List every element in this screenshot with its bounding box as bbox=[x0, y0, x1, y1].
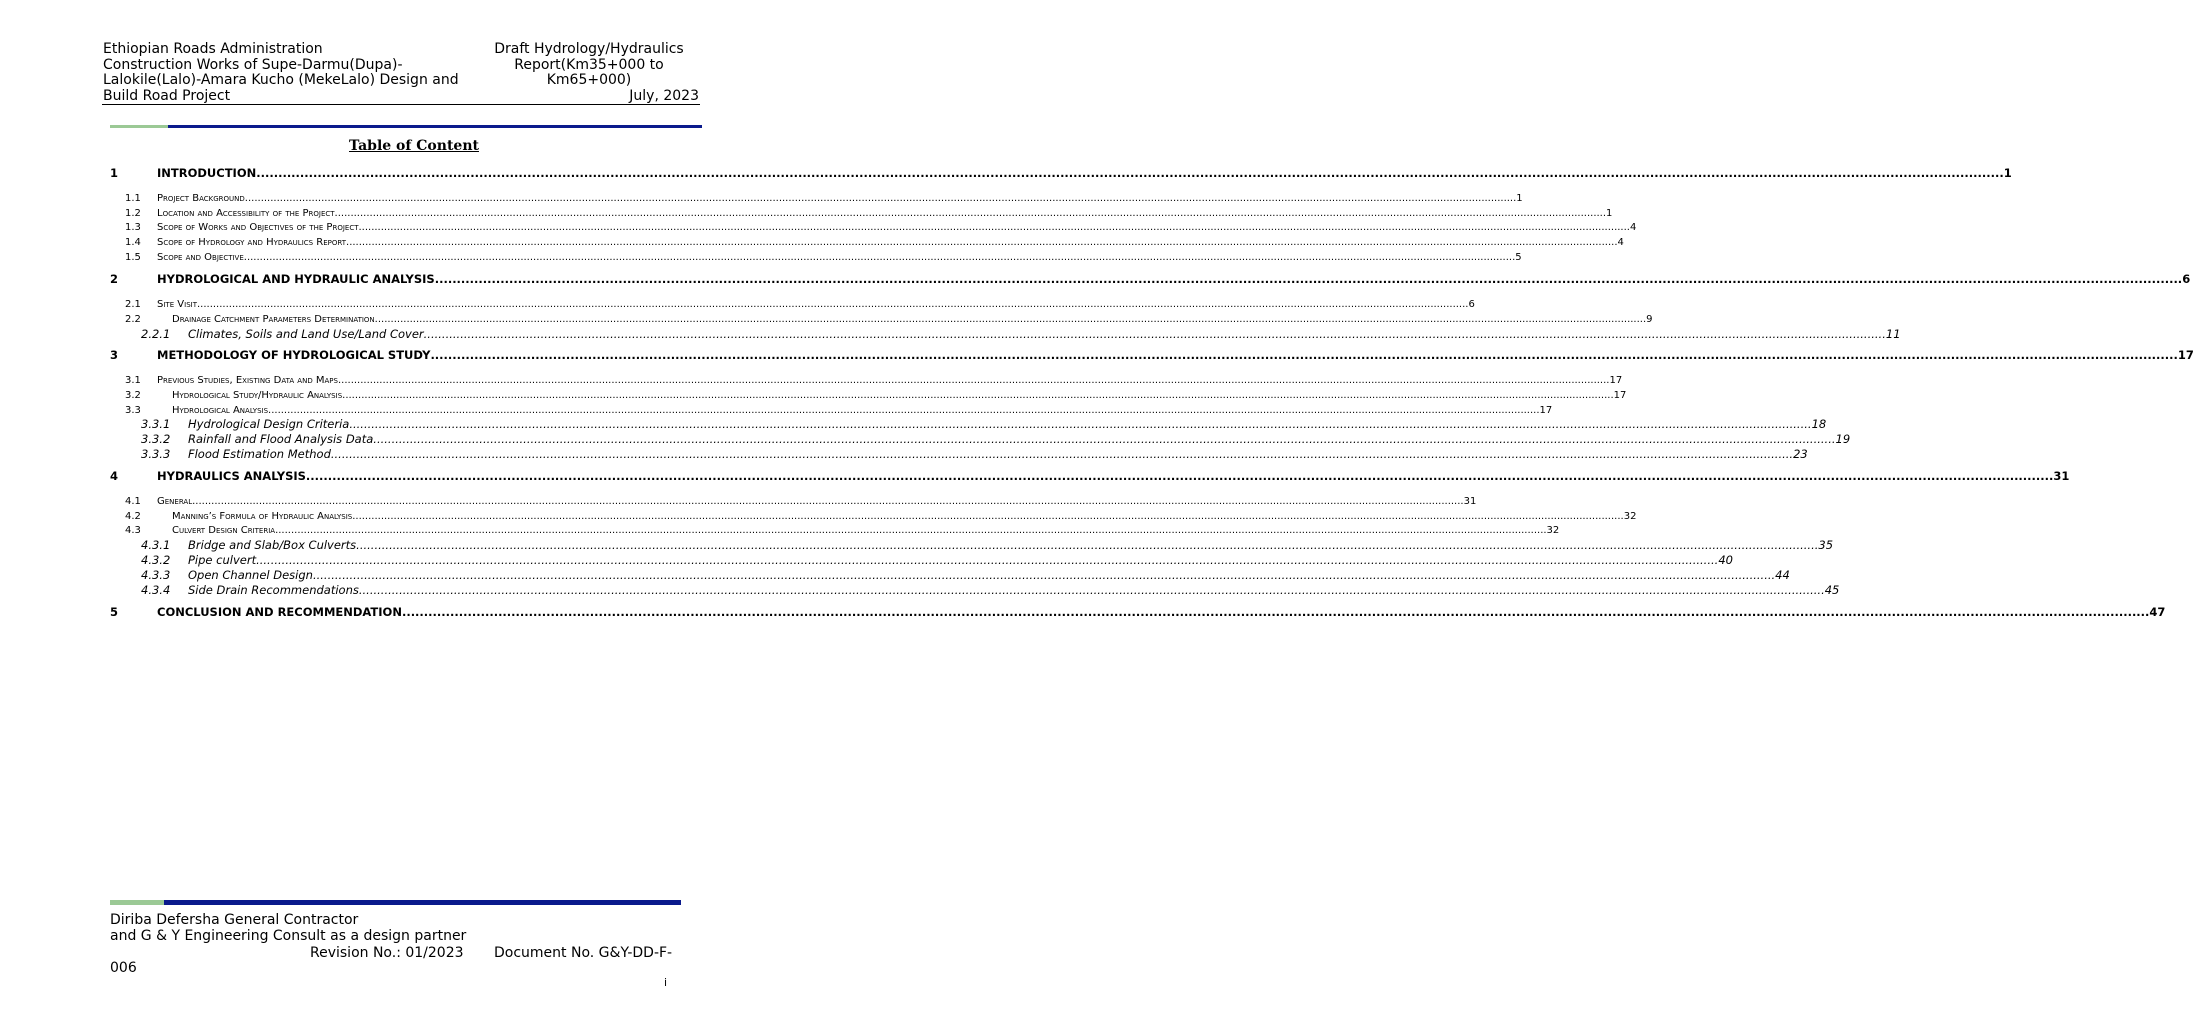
toc-dot-leader: ................................................................................................................................................................................................................................................................................................................................................................................................................ bbox=[352, 511, 1624, 522]
toc-entry-number: 4.2 bbox=[125, 511, 141, 522]
toc-entry-title: Location and Accessibility of the Project bbox=[157, 208, 335, 219]
header-left-line: Ethiopian Roads Administration bbox=[103, 41, 323, 57]
toc-entry[interactable] bbox=[125, 493, 1477, 507]
toc-entry[interactable] bbox=[141, 326, 1901, 341]
toc-entry-number: 3 bbox=[110, 348, 119, 362]
toc-dot-leader: ................................................................................................................................................................................................................................................................................................................................................................................................................ bbox=[362, 583, 1825, 597]
bar-blue-segment bbox=[168, 125, 702, 128]
footer-line: and G & Y Engineering Consult as a design partner bbox=[110, 927, 467, 944]
toc-entry-page: 23 bbox=[1793, 447, 1808, 461]
toc-entry-number: 1.5 bbox=[125, 252, 141, 263]
toc-entry-page: 1 bbox=[2003, 166, 2012, 180]
header-right bbox=[478, 42, 700, 104]
toc-entry[interactable] bbox=[141, 552, 1733, 567]
toc-entry-title: Project Background bbox=[157, 193, 245, 204]
toc-entry[interactable] bbox=[125, 219, 1637, 233]
toc-entry[interactable] bbox=[125, 508, 1637, 522]
toc-entry-title: Scope of Works and Objectives of the Project bbox=[157, 222, 359, 233]
toc-entry-title: Drainage Catchment Parameters Determination bbox=[172, 314, 375, 325]
toc-entry-title: Hydrological Design Criteria bbox=[188, 417, 350, 431]
toc-entry-page: 4 bbox=[1629, 222, 1637, 233]
header-left bbox=[103, 42, 483, 104]
toc-dot-leader: ................................................................................................................................................................................................................................................................................................................................................................................................................ bbox=[337, 375, 1610, 386]
toc-entry-page: 1 bbox=[1606, 208, 1613, 219]
header-left-line: Construction Works of Supe-Darmu(Dupa)- bbox=[103, 56, 403, 73]
toc-entry-title: Site Visit bbox=[157, 299, 197, 310]
footer-document-number-cont: 006 bbox=[110, 960, 137, 976]
toc-entry-number: 4.3 bbox=[125, 525, 141, 536]
toc-dot-leader: ................................................................................................................................................................................................................................................................................................................................................................................................................ bbox=[358, 222, 1630, 233]
toc-dot-leader: ................................................................................................................................................................................................................................................................................................................................................................................................................ bbox=[275, 525, 1547, 536]
toc-title: Table of Content bbox=[349, 138, 479, 154]
toc-dot-leader: ................................................................................................................................................................................................................................................................................................................................................................................................................ bbox=[430, 348, 2178, 362]
toc-entry[interactable] bbox=[125, 234, 1624, 248]
toc-entry[interactable] bbox=[125, 522, 1560, 536]
toc-entry-number: 3.3.1 bbox=[141, 417, 171, 431]
toc-entry-number: 1.4 bbox=[125, 237, 141, 248]
toc-entry-title: Culvert Design Criteria bbox=[172, 525, 276, 536]
toc-entry[interactable] bbox=[110, 164, 2012, 180]
toc-entry-title: CONCLUSION AND RECOMMENDATION bbox=[157, 605, 402, 619]
toc-entry[interactable] bbox=[125, 296, 1475, 310]
toc-entry-page: 19 bbox=[1835, 432, 1851, 446]
toc-entry-title: METHODOLOGY OF HYDROLOGICAL STUDY bbox=[157, 348, 431, 362]
toc-dot-leader: ................................................................................................................................................................................................................................................................................................................................................................................................................ bbox=[356, 538, 1819, 552]
toc-entry[interactable] bbox=[141, 582, 1840, 597]
header-right-line: Report(Km35+000 to bbox=[514, 56, 664, 73]
toc-entry-page: 44 bbox=[1775, 568, 1790, 582]
toc-entry-number: 5 bbox=[110, 605, 119, 619]
toc-entry-page: 11 bbox=[1885, 327, 1901, 341]
toc-entry-page: 40 bbox=[1718, 553, 1733, 567]
toc-entry-title: Scope and Objective bbox=[157, 252, 244, 263]
toc-entry-number: 2.2.1 bbox=[141, 327, 171, 341]
toc-entry-page: 32 bbox=[1623, 511, 1637, 522]
toc-entry-number: 3.2 bbox=[125, 390, 141, 401]
toc-dot-leader: ................................................................................................................................................................................................................................................................................................................................................................................................................ bbox=[349, 417, 1812, 431]
toc-dot-leader: ................................................................................................................................................................................................................................................................................................................................................................................................................ bbox=[312, 568, 1776, 582]
toc-dot-leader: ................................................................................................................................................................................................................................................................................................................................................................................................................ bbox=[305, 469, 2054, 483]
footer-document-number: Document No. G&Y-DD-F- bbox=[494, 945, 673, 961]
footer-color-bar bbox=[110, 900, 681, 905]
toc-dot-leader: ................................................................................................................................................................................................................................................................................................................................................................................................................ bbox=[244, 193, 1517, 204]
toc-entry[interactable] bbox=[125, 190, 1523, 204]
footer-revision: Revision No.: 01/2023 bbox=[310, 945, 464, 961]
toc-entry-title: Manning’s Formula of Hydraulic Analysis bbox=[172, 511, 353, 522]
toc-entry-title: Previous Studies, Existing Data and Maps bbox=[157, 375, 338, 386]
toc-entry-page: 47 bbox=[2149, 605, 2166, 619]
toc-entry-number: 3.3 bbox=[125, 405, 141, 416]
toc-entry-title: Open Channel Design bbox=[188, 568, 313, 582]
toc-entry-page: 45 bbox=[1824, 583, 1840, 597]
toc-entry[interactable] bbox=[141, 431, 1851, 446]
toc-entry-page: 31 bbox=[2053, 469, 2070, 483]
toc-entry-title: Rainfall and Flood Analysis Data bbox=[188, 432, 374, 446]
bar-green-segment bbox=[110, 900, 164, 905]
toc-dot-leader: ................................................................................................................................................................................................................................................................................................................................................................................................................ bbox=[243, 252, 1516, 263]
toc-entry-page: 9 bbox=[1646, 314, 1653, 325]
toc-dot-leader: ................................................................................................................................................................................................................................................................................................................................................................................................................ bbox=[268, 405, 1540, 416]
toc-dot-leader: ................................................................................................................................................................................................................................................................................................................................................................................................................ bbox=[330, 447, 1794, 461]
toc-entry-title: Flood Estimation Method bbox=[188, 447, 331, 461]
header-left-line: Build Road Project bbox=[103, 87, 231, 104]
toc-entry-title: Scope of Hydrology and Hydraulics Report bbox=[157, 237, 347, 248]
toc-entry-number: 4.1 bbox=[125, 496, 141, 507]
toc-entry-title: Bridge and Slab/Box Culverts bbox=[188, 538, 357, 552]
toc-dot-leader: ................................................................................................................................................................................................................................................................................................................................................................................................................ bbox=[423, 327, 1886, 341]
toc-entry-page: 17 bbox=[2177, 348, 2194, 362]
toc-entry-page: 31 bbox=[1463, 496, 1477, 507]
toc-dot-leader: ................................................................................................................................................................................................................................................................................................................................................................................................................ bbox=[401, 605, 2150, 619]
toc-entry[interactable] bbox=[125, 311, 1653, 325]
toc-entry-number: 2.2 bbox=[125, 314, 141, 325]
toc-entry[interactable] bbox=[125, 249, 1522, 263]
toc-dot-leader: ................................................................................................................................................................................................................................................................................................................................................................................................................ bbox=[334, 208, 1607, 219]
toc-dot-leader: ................................................................................................................................................................................................................................................................................................................................................................................................................ bbox=[256, 553, 1719, 567]
toc-entry-page: 17 bbox=[1539, 405, 1553, 416]
toc-entry[interactable] bbox=[110, 270, 2191, 286]
bar-blue-segment bbox=[164, 900, 681, 905]
toc-entry-page: 35 bbox=[1818, 538, 1834, 552]
toc-entry-title: General bbox=[157, 496, 193, 507]
toc-entry-page: 6 bbox=[1468, 299, 1475, 310]
toc-entry-page: 17 bbox=[1613, 390, 1627, 401]
toc-dot-leader: ................................................................................................................................................................................................................................................................................................................................................................................................................ bbox=[342, 390, 1614, 401]
toc-entry-number: 1.1 bbox=[125, 193, 141, 204]
toc-entry-title: Pipe culvert bbox=[188, 553, 257, 567]
bar-green-segment bbox=[110, 125, 168, 128]
toc-entry-title: Climates, Soils and Land Use/Land Cover bbox=[188, 327, 424, 341]
toc-entry-title: HYDROLOGICAL AND HYDRAULIC ANALYSIS bbox=[157, 272, 435, 286]
header-right-line: Draft Hydrology/Hydraulics bbox=[494, 41, 684, 57]
toc-entry[interactable] bbox=[125, 387, 1627, 401]
toc-entry-number: 3.3.2 bbox=[141, 432, 171, 446]
toc-entry[interactable] bbox=[125, 402, 1553, 416]
toc-entry[interactable] bbox=[110, 467, 2070, 483]
toc-entry[interactable] bbox=[141, 537, 1834, 552]
header-left-line: Lalokile(Lalo)-Amara Kucho (MekeLalo) Design and bbox=[103, 72, 459, 88]
header-right-line: July, 2023 bbox=[629, 87, 699, 104]
toc-entry-title: HYDRAULICS ANALYSIS bbox=[157, 469, 306, 483]
toc-dot-leader: ................................................................................................................................................................................................................................................................................................................................................................................................................ bbox=[196, 299, 1469, 310]
page-number: i bbox=[664, 976, 668, 989]
toc-dot-leader: ................................................................................................................................................................................................................................................................................................................................................................................................................ bbox=[346, 237, 1618, 248]
toc-entry[interactable] bbox=[125, 205, 1613, 219]
toc-entry[interactable] bbox=[110, 346, 2194, 362]
toc-entry-page: 18 bbox=[1811, 417, 1827, 431]
toc-entry-number: 3.3.3 bbox=[141, 447, 171, 461]
header-rule bbox=[102, 104, 700, 105]
toc-entry-number: 1.3 bbox=[125, 222, 141, 233]
toc-entry[interactable] bbox=[125, 372, 1623, 386]
toc-dot-leader: ................................................................................................................................................................................................................................................................................................................................................................................................................ bbox=[256, 166, 2004, 180]
toc-entry-page: 17 bbox=[1609, 375, 1623, 386]
toc-entry-number: 4.3.4 bbox=[141, 583, 171, 597]
footer-line: Diriba Defersha General Contractor bbox=[110, 912, 359, 928]
toc-entry-number: 4.3.1 bbox=[141, 538, 171, 552]
toc-entry[interactable] bbox=[141, 416, 1827, 431]
toc-entry-page: 4 bbox=[1617, 237, 1624, 248]
footer-company bbox=[110, 913, 466, 944]
toc-entry-page: 5 bbox=[1515, 252, 1522, 263]
toc-dot-leader: ................................................................................................................................................................................................................................................................................................................................................................................................................ bbox=[373, 432, 1836, 446]
header-right-line: Km65+000) bbox=[546, 72, 632, 88]
toc-entry-page: 6 bbox=[2182, 272, 2191, 286]
toc-entry-title: Hydrological Analysis bbox=[172, 405, 269, 416]
toc-entry-page: 1 bbox=[1516, 193, 1523, 204]
toc-entry-number: 4 bbox=[110, 469, 119, 483]
toc-dot-leader: ................................................................................................................................................................................................................................................................................................................................................................................................................ bbox=[374, 314, 1647, 325]
toc-entry-title: INTRODUCTION bbox=[157, 166, 257, 180]
toc-entry-number: 3.1 bbox=[125, 375, 141, 386]
toc-entry[interactable] bbox=[141, 567, 1790, 582]
header-color-bar bbox=[110, 125, 702, 128]
toc-entry-title: Side Drain Recommendations. bbox=[188, 583, 363, 597]
toc-entry-title: Hydrological Study/Hydraulic Analysis bbox=[172, 390, 343, 401]
toc-entry[interactable] bbox=[141, 446, 1808, 461]
toc-entry-number: 1.2 bbox=[125, 208, 141, 219]
toc-entry-number: 4.3.2 bbox=[141, 553, 171, 567]
toc-entry-page: 32 bbox=[1546, 525, 1560, 536]
toc-entry-number: 2 bbox=[110, 272, 119, 286]
toc-dot-leader: ................................................................................................................................................................................................................................................................................................................................................................................................................ bbox=[192, 496, 1464, 507]
toc-entry[interactable] bbox=[110, 603, 2166, 619]
toc-entry-number: 4.3.3 bbox=[141, 568, 171, 582]
toc-entry-number: 1 bbox=[110, 166, 119, 180]
toc-entry-number: 2.1 bbox=[125, 299, 141, 310]
toc-dot-leader: ................................................................................................................................................................................................................................................................................................................................................................................................................ bbox=[434, 272, 2183, 286]
